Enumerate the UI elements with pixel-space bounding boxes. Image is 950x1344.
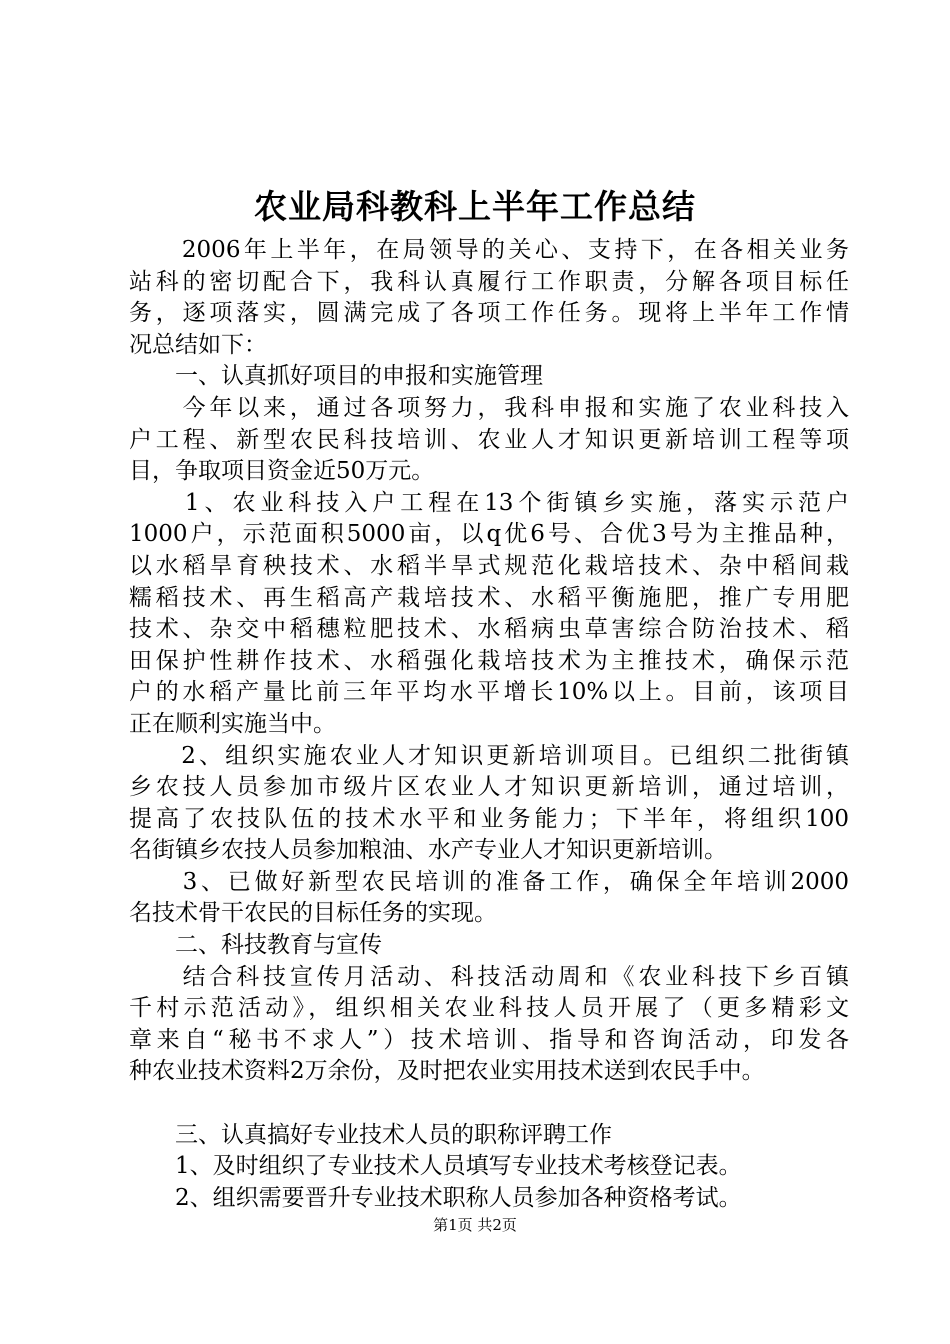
body-line: 糯稻技术、再生稻高产栽培技术、水稻平衡施肥，推广专用肥: [129, 584, 849, 611]
body-line: 二、科技教育与宣传: [129, 932, 382, 959]
body-line: 户工程、新型农民科技培训、农业人才知识更新培训工程等项: [129, 426, 849, 453]
body-line: 况总结如下：: [129, 331, 267, 358]
body-line: 站科的密切配合下，我科认真履行工作职责，分解各项目标任: [129, 268, 849, 295]
body-line: 今年以来，通过各项努力，我科申报和实施了农业科技入: [129, 394, 849, 421]
document-title: 农业局科教科上半年工作总结: [254, 187, 696, 226]
body-line: 2006年上半年，在局领导的关心、支持下，在各相关业务: [129, 237, 849, 263]
body-line: 1000户，示范面积5000亩，以q优6号、合优3号为主推品种，: [129, 521, 849, 548]
body-line: 务，逐项落实，圆满完成了各项工作任务。现将上半年工作情: [129, 300, 849, 327]
body-line: 田保护性耕作技术、水稻强化栽培技术为主推技术，确保示范: [129, 647, 849, 674]
body-line: 乡农技人员参加市级片区农业人才知识更新培训，通过培训，: [129, 774, 849, 801]
body-line: 3、已做好新型农民培训的准备工作，确保全年培训2000: [129, 868, 849, 895]
body-line: 千村示范活动》，组织相关农业科技人员开展了（更多精彩文: [129, 995, 849, 1022]
body-line: 三、认真搞好专业技术人员的职称评聘工作: [129, 1121, 612, 1148]
page-footer: 第1页 共2页: [433, 1216, 517, 1234]
body-line: 2、组织需要晋升专业技术职称人员参加各种资格考试。: [129, 1184, 742, 1211]
body-line: 技术、杂交中稻穗粒肥技术、水稻病虫草害综合防治技术、稻: [129, 616, 849, 643]
body-line: 2、组织实施农业人才知识更新培训项目。已组织二批街镇: [129, 742, 849, 769]
body-line: 一、认真抓好项目的申报和实施管理: [129, 363, 543, 390]
body-line: 正在顺利实施当中。: [129, 710, 336, 737]
body-line: 以水稻旱育秧技术、水稻半旱式规范化栽培技术、杂中稻间栽: [129, 552, 849, 579]
body-line: 结合科技宣传月活动、科技活动周和《农业科技下乡百镇: [129, 963, 849, 990]
body-line: 目，争取项目资金近50万元。: [129, 458, 435, 485]
body-line: 提高了农技队伍的技术水平和业务能力；下半年，将组织100: [129, 805, 849, 832]
body-line: [129, 1088, 849, 1120]
body-line: 章来自“秘书不求人”）技术培训、指导和咨询活动，印发各: [129, 1026, 849, 1053]
body-line: 种农业技术资料2万余份，及时把农业实用技术送到农民手中。: [129, 1058, 765, 1085]
body-line: 名街镇乡农技人员参加粮油、水产专业人才知识更新培训。: [129, 837, 727, 864]
body-line: 名技术骨干农民的目标任务的实现。: [129, 900, 497, 927]
body-line: 户的水稻产量比前三年平均水平增长10%以上。目前，该项目: [129, 679, 849, 706]
body-line: 1、及时组织了专业技术人员填写专业技术考核登记表。: [129, 1153, 742, 1180]
body-line: 1、农业科技入户工程在13个街镇乡实施，落实示范户: [129, 489, 849, 516]
document-body: [129, 235, 849, 1214]
